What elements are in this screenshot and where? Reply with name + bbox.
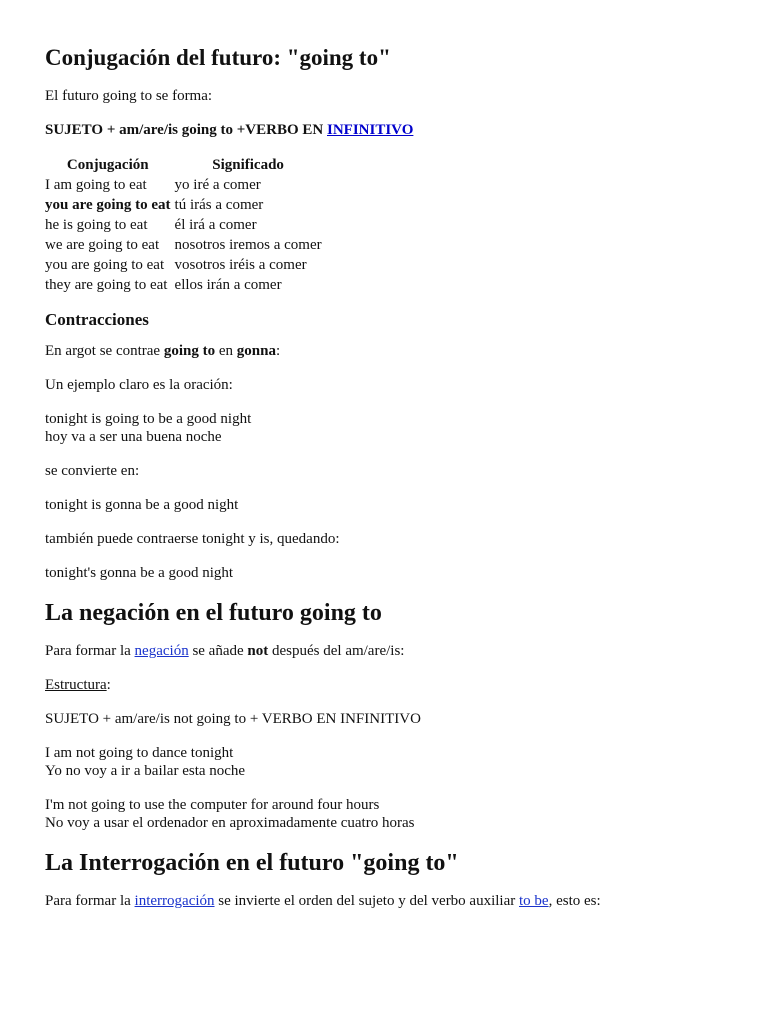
example-english: I'm not going to use the computer for around four hours (45, 797, 380, 814)
table-row (45, 195, 326, 215)
example-english: I am not going to dance tonight (45, 745, 234, 762)
formula-text (45, 121, 723, 139)
section-title-contracciones: Contracciones (45, 309, 149, 329)
section-title-interrogacion: La Interrogación en el futuro "going to" (45, 850, 459, 877)
table-cell: we are going to eat (45, 236, 160, 253)
bold-going-to: going to (163, 343, 216, 360)
to-be-link[interactable]: to be (519, 893, 549, 910)
header-conjugacion: Conjugación (66, 156, 149, 173)
table-cell: they are going to eat (45, 276, 168, 293)
negation-example-1 (45, 744, 723, 780)
text-fragment: Para formar la (45, 643, 135, 660)
example-spanish: No voy a usar el ordenador en aproximadamente cuatro horas (45, 815, 415, 832)
converts-text: se convierte en: (45, 463, 140, 480)
interrogacion-link[interactable]: interrogación (134, 893, 215, 910)
estructura-underlined: Estructura (45, 677, 107, 694)
table-cell: tú irás a comer (174, 196, 264, 213)
also-contract-text: también puede contraerse tonight y is, quedando: (45, 531, 340, 548)
negacion-link[interactable]: negación (134, 643, 189, 660)
bold-not: not (247, 643, 269, 660)
table-cell: yo iré a comer (174, 176, 261, 193)
text-fragment: se invierte el orden del sujeto y del verbo auxiliar (214, 893, 519, 910)
text-fragment: Para formar la (45, 893, 135, 910)
intro-text: El futuro going to se forma: (45, 87, 213, 104)
table-header-row (45, 155, 326, 175)
text-fragment: : (106, 677, 111, 694)
text-fragment: : (275, 343, 281, 360)
text-fragment: , esto es: (548, 893, 601, 910)
conjugation-table (45, 155, 326, 295)
negation-paragraph (45, 642, 723, 660)
section-title-conjugacion: Conjugación del futuro: "going to" (45, 45, 391, 70)
section-title-negacion: La negación en el futuro going to (45, 600, 382, 627)
contracted-example: tonight's gonna be a good night (45, 565, 234, 582)
example-spanish: hoy va a ser una buena noche (45, 429, 222, 446)
table-cell: I am going to eat (45, 176, 147, 193)
text-fragment: en (215, 343, 237, 360)
bold-gonna: gonna (236, 343, 276, 360)
estructura-label (45, 676, 723, 694)
table-cell: you are going to eat (45, 256, 165, 273)
example-block (45, 410, 723, 446)
text-fragment: se añade (188, 643, 248, 660)
text-fragment: En argot se contrae (45, 343, 164, 360)
table-row (45, 255, 326, 275)
negation-formula: SUJETO + am/are/is not going to + VERBO EN INFINITIVO (45, 711, 421, 728)
example-english: tonight is going to be a good night (45, 411, 252, 428)
header-significado: Significado (212, 156, 284, 173)
table-row (45, 235, 326, 255)
gonna-example: tonight is gonna be a good night (45, 497, 239, 514)
example-spanish: Yo no voy a ir a bailar esta noche (45, 763, 246, 780)
interrogation-paragraph (45, 892, 723, 910)
formula-prefix: SUJETO + am/are/is going to +VERBO EN (45, 121, 327, 138)
text-fragment: después del am/are/is: (268, 643, 405, 660)
table-cell: ellos irán a comer (174, 276, 282, 293)
negation-example-2 (45, 796, 723, 832)
contraction-paragraph (45, 342, 723, 360)
table-cell: vosotros iréis a comer (174, 256, 307, 273)
table-cell: él irá a comer (174, 216, 257, 233)
table-row (45, 275, 326, 295)
table-row (45, 175, 326, 195)
example-intro: Un ejemplo claro es la oración: (45, 377, 233, 394)
table-cell: you are going to eat (45, 196, 171, 213)
infinitivo-link[interactable]: INFINITIVO (327, 121, 414, 138)
table-cell: nosotros iremos a comer (174, 236, 322, 253)
table-cell: he is going to eat (45, 216, 148, 233)
table-row (45, 215, 326, 235)
